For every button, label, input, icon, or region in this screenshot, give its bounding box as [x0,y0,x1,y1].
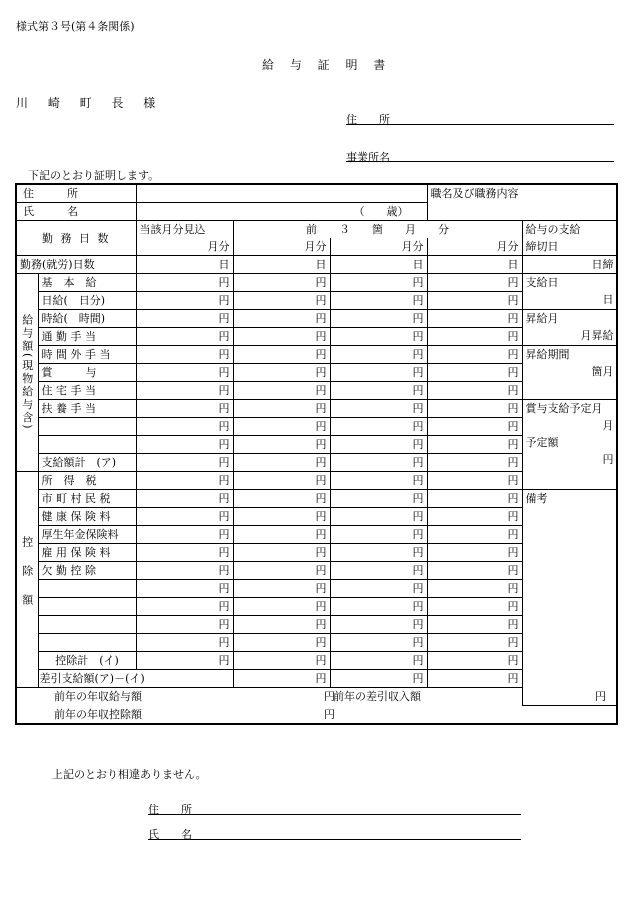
deduction-item-8 [38,616,136,634]
month-unit-3[interactable]: 月分 [427,238,522,256]
remarks-label: 備考 [525,492,548,505]
confirm-text: 上記のとおり相違ありません。 [52,768,207,781]
salary-cell-6-1[interactable]: 円 [233,382,330,400]
salary-cell-9-3[interactable]: 円 [427,436,522,454]
deduction-item-1: 市 町 村 民 税 [38,490,136,508]
prev-3-months-label: 前 ３ 箇 月 分 [233,221,522,239]
deduction-cell-2-3[interactable]: 円 [427,508,522,526]
net-pay-cell-0[interactable]: 円 [233,670,330,688]
salary-item-6: 住 宅 手 当 [38,382,136,400]
top-address-label: 住 所 [346,113,390,126]
salary-cell-1-3[interactable]: 円 [427,292,522,310]
pay-terms-title [522,221,617,256]
salary-cell-2-0[interactable]: 円 [136,310,233,328]
business-name-line[interactable] [346,161,614,162]
deduction-cell-1-1[interactable]: 円 [233,490,330,508]
prev-year-income-unit[interactable]: 円 [324,690,335,704]
deduction-cell-2-1[interactable]: 円 [233,508,330,526]
deduction-cell-6-2[interactable]: 円 [330,580,427,598]
net-pay-cell-2[interactable]: 円 [427,670,522,688]
address-value[interactable] [136,184,427,203]
salary-item-3: 通 勤 手 当 [38,328,136,346]
deduction-cell-6-3[interactable]: 円 [427,580,522,598]
raise-month-label: 昇給月 [525,312,559,325]
prev-year-net-row [330,688,617,706]
remarks-cell[interactable] [522,490,617,706]
bonus-amount-label: 予定額 [525,436,559,449]
salary-cell-6-2[interactable]: 円 [330,382,427,400]
net-pay-cell-1[interactable]: 円 [330,670,427,688]
work-day-cell-2[interactable]: 日 [330,256,427,274]
payday-label: 支給日 [525,276,559,289]
raise-period-unit: 箇月 [591,365,614,378]
salary-total-cell-3[interactable]: 円 [427,454,522,472]
work-day-cell-1[interactable]: 日 [233,256,330,274]
deduction-cell-5-0[interactable]: 円 [136,562,233,580]
form-number: 様式第３号(第４条関係) [16,20,135,33]
age-field[interactable]: （ 歳） [136,203,427,221]
salary-cell-8-3[interactable]: 円 [427,418,522,436]
work-days-header: 勤 務 日 数 [16,221,136,256]
salary-cell-6-0[interactable]: 円 [136,382,233,400]
salary-cell-2-3[interactable]: 円 [427,310,522,328]
side-cell-0 [522,274,617,310]
deduction-cell-5-2[interactable]: 円 [330,562,427,580]
salary-cell-9-2[interactable]: 円 [330,436,427,454]
salary-cell-3-2[interactable]: 円 [330,328,427,346]
prev-year-net-label: 前年の差引収入額 [333,690,421,703]
deduction-cell-7-1[interactable]: 円 [233,598,330,616]
salary-cell-5-0[interactable]: 円 [136,364,233,382]
deduction-item-3: 厚生年金保険料 [38,526,136,544]
deduction-item-4: 雇 用 保 険 料 [38,544,136,562]
salary-total-label: 支給額計 (ア) [38,454,136,472]
top-address-line[interactable] [346,124,614,125]
salary-item-5: 賞 与 [38,364,136,382]
deduction-cell-3-1[interactable]: 円 [233,526,330,544]
deduction-cell-3-3[interactable]: 円 [427,526,522,544]
salary-item-1: 日給( 日分) [38,292,136,310]
salary-cell-4-2[interactable]: 円 [330,346,427,364]
salary-item-9 [38,436,136,454]
salary-cell-5-2[interactable]: 円 [330,364,427,382]
deduction-cell-7-3[interactable]: 円 [427,598,522,616]
deduction-total-label: 控除計 (イ) [38,652,136,670]
deduction-cell-5-3[interactable]: 円 [427,562,522,580]
deduction-total-cell-0[interactable]: 円 [136,652,233,670]
name-row-label: 氏 名 [16,203,136,221]
salary-cell-1-2[interactable]: 円 [330,292,427,310]
salary-cell-9-1[interactable]: 円 [233,436,330,454]
salary-cell-5-1[interactable]: 円 [233,364,330,382]
deduction-cell-1-3[interactable]: 円 [427,490,522,508]
deduction-cell-4-3[interactable]: 円 [427,544,522,562]
deduction-cell-6-0[interactable]: 円 [136,580,233,598]
deduction-item-9 [38,634,136,652]
job-description-label: 職名及び職務内容 [427,184,617,221]
month-unit-2[interactable]: 月分 [330,238,427,256]
deduction-total-cell-2[interactable]: 円 [330,652,427,670]
deduction-cell-2-2[interactable]: 円 [330,508,427,526]
salary-item-8 [38,418,136,436]
prev-year-deduction-row [16,706,335,725]
address-row-label: 住 所 [16,184,136,203]
prev-year-net-unit[interactable]: 円 [595,690,606,703]
salary-cell-6-3[interactable]: 円 [427,382,522,400]
salary-total-cell-2[interactable]: 円 [330,454,427,472]
prev-year-blank [330,706,617,725]
salary-cell-7-3[interactable]: 円 [427,400,522,418]
prev-year-income-label: 前年の年収給与額 [54,690,142,704]
bonus-amount-unit: 円 [602,453,614,466]
deduction-item-0: 所 得 税 [38,472,136,490]
prev-year-deduction-label: 前年の年収控除額 [54,707,142,721]
work-count-label: 勤務(就労)日数 [16,256,136,274]
deduction-cell-0-2[interactable]: 円 [330,472,427,490]
deduction-cell-9-1[interactable]: 円 [233,634,330,652]
deduction-cell-4-2[interactable]: 円 [330,544,427,562]
deduction-cell-9-0[interactable]: 円 [136,634,233,652]
deduction-item-6 [38,580,136,598]
addressee: 川 崎 町 長 様 [16,96,164,110]
deduction-cell-4-1[interactable]: 円 [233,544,330,562]
deduction-group-label: 控除額 [16,472,38,688]
salary-cell-0-1[interactable]: 円 [233,274,330,292]
deduction-cell-1-0[interactable]: 円 [136,490,233,508]
intro-text: 下記のとおり証明します。 [28,169,160,182]
deduction-cell-0-3[interactable]: 円 [427,472,522,490]
deduction-cell-8-3[interactable]: 円 [427,616,522,634]
side-cell-4 [522,346,617,400]
salary-cell-0-0[interactable]: 円 [136,274,233,292]
salary-cell-7-1[interactable]: 円 [233,400,330,418]
deduction-item-7 [38,598,136,616]
salary-cell-8-0[interactable]: 円 [136,418,233,436]
bottom-name-line[interactable] [148,839,521,840]
deduction-cell-7-0[interactable]: 円 [136,598,233,616]
deduction-cell-7-2[interactable]: 円 [330,598,427,616]
salary-cell-2-1[interactable]: 円 [233,310,330,328]
salary-cell-0-2[interactable]: 円 [330,274,427,292]
payday-unit: 日 [602,293,614,306]
net-pay-label: 差引支給額(ア)－(イ) [38,670,233,688]
bottom-address-line[interactable] [148,814,521,815]
deduction-cell-1-2[interactable]: 円 [330,490,427,508]
salary-cell-5-3[interactable]: 円 [427,364,522,382]
salary-cell-1-0[interactable]: 円 [136,292,233,310]
bonus-month-unit: 月 [602,419,614,432]
salary-item-0: 基 本 給 [38,274,136,292]
month-unit-0[interactable]: 月分 [136,238,233,256]
salary-group-label: 給与額(現物給与含) [16,274,38,472]
deduction-cell-8-1[interactable]: 円 [233,616,330,634]
deduction-cell-9-3[interactable]: 円 [427,634,522,652]
salary-cell-4-3[interactable]: 円 [427,346,522,364]
salary-total-cell-0[interactable]: 円 [136,454,233,472]
raise-period-label: 昇給期間 [525,348,570,361]
deduction-cell-0-1[interactable]: 円 [233,472,330,490]
salary-cell-8-1[interactable]: 円 [233,418,330,436]
deduction-cell-5-1[interactable]: 円 [233,562,330,580]
deduction-cell-8-0[interactable]: 円 [136,616,233,634]
salary-cell-9-0[interactable]: 円 [136,436,233,454]
salary-total-cell-1[interactable]: 円 [233,454,330,472]
salary-cell-4-0[interactable]: 円 [136,346,233,364]
deduction-cell-3-2[interactable]: 円 [330,526,427,544]
deduction-cell-9-2[interactable]: 円 [330,634,427,652]
salary-item-2: 時給( 時間) [38,310,136,328]
work-day-cell-0[interactable]: 日 [136,256,233,274]
month-unit-1[interactable]: 月分 [233,238,330,256]
bottom-name-label: 氏 名 [148,828,192,841]
salary-cell-7-2[interactable]: 円 [330,400,427,418]
deduction-total-cell-3[interactable]: 円 [427,652,522,670]
deduction-item-5: 欠 勤 控 除 [38,562,136,580]
raise-month-unit: 月昇給 [580,329,614,342]
salary-item-4: 時 間 外 手 当 [38,346,136,364]
salary-cell-1-1[interactable]: 円 [233,292,330,310]
deduction-cell-6-1[interactable]: 円 [233,580,330,598]
document-title: 給 与 証 明 書 [262,58,392,72]
salary-cell-0-3[interactable]: 円 [427,274,522,292]
side-cell-2 [522,310,617,346]
prev-year-deduction-unit[interactable]: 円 [324,707,335,721]
salary-cell-4-1[interactable]: 円 [233,346,330,364]
pay-title: 給与の支給 [525,223,581,236]
deduction-cell-0-0[interactable]: 円 [136,472,233,490]
deduction-total-cell-1[interactable]: 円 [233,652,330,670]
cutoff-label: 締切日 [525,240,559,253]
bottom-address-label: 住 所 [148,803,192,816]
salary-item-7: 扶 養 手 当 [38,400,136,418]
prev-year-income-row [16,688,335,706]
salary-cell-3-0[interactable]: 円 [136,328,233,346]
cutoff-unit: 日締 [522,256,617,274]
current-month-estimate-label: 当該月分見込 [136,221,233,239]
salary-certificate-table [15,183,618,725]
salary-cell-3-3[interactable]: 円 [427,328,522,346]
deduction-cell-2-0[interactable]: 円 [136,508,233,526]
deduction-cell-4-0[interactable]: 円 [136,544,233,562]
bonus-month-label: 賞与支給予定月 [525,402,603,415]
work-day-cell-3[interactable]: 日 [427,256,522,274]
salary-cell-8-2[interactable]: 円 [330,418,427,436]
side-cell-7 [522,400,617,490]
deduction-cell-8-2[interactable]: 円 [330,616,427,634]
business-name-label: 事業所名 [346,151,390,164]
salary-cell-7-0[interactable]: 円 [136,400,233,418]
salary-cell-3-1[interactable]: 円 [233,328,330,346]
deduction-cell-3-0[interactable]: 円 [136,526,233,544]
salary-cell-2-2[interactable]: 円 [330,310,427,328]
deduction-item-2: 健 康 保 険 料 [38,508,136,526]
